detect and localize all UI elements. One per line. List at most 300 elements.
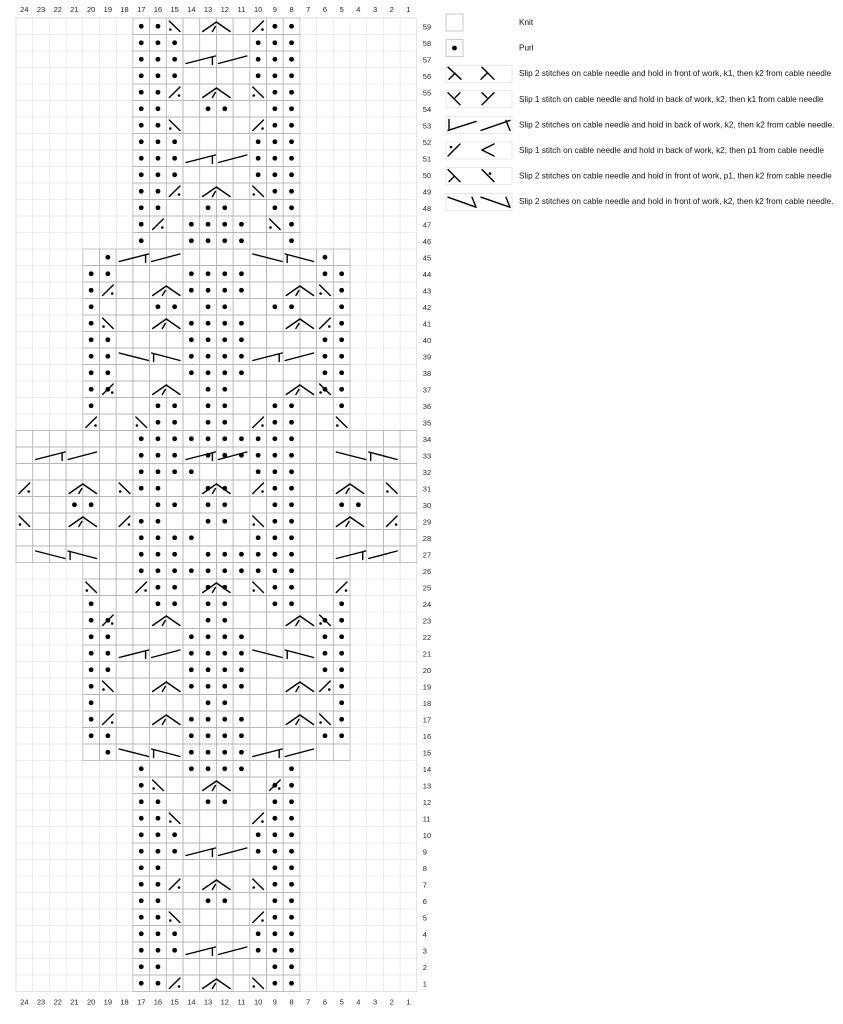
purl-dot: [189, 651, 194, 656]
purl-dot: [89, 354, 94, 359]
legend-dot: [489, 172, 492, 175]
stitch-number: 19: [103, 997, 113, 1007]
purl-dot: [222, 733, 227, 738]
row-number: 8: [422, 863, 427, 873]
stitch-number: 20: [86, 997, 96, 1007]
purl-dot: [239, 750, 244, 755]
stitch-number: 11: [237, 997, 246, 1007]
purl-dot: [272, 585, 277, 590]
purl-dot: [222, 420, 227, 425]
purl-dot: [139, 106, 144, 111]
purl-dot: [289, 222, 294, 227]
row-number: 6: [422, 896, 427, 906]
purl-dot: [189, 634, 194, 639]
purl-dot: [239, 634, 244, 639]
row-number: 57: [422, 55, 432, 65]
purl-dot: [289, 601, 294, 606]
cable-purl-dot: [253, 985, 256, 988]
purl-dot: [172, 453, 177, 458]
purl-dot: [139, 436, 144, 441]
row-number: 2: [422, 962, 427, 972]
row-number: 43: [422, 286, 432, 296]
purl-dot: [222, 898, 227, 903]
purl-dot: [272, 535, 277, 540]
purl-dot: [289, 304, 294, 309]
purl-dot: [289, 799, 294, 804]
purl-dot: [222, 568, 227, 573]
stitch-number: 5: [339, 997, 344, 1007]
stitch-number: 2: [389, 997, 394, 1007]
legend-item-c2-1-front-purl: [446, 168, 832, 185]
purl-dot: [256, 832, 261, 837]
purl-dot: [189, 238, 194, 243]
purl-dot: [339, 733, 344, 738]
purl-dot: [89, 651, 94, 656]
purl-dot: [272, 469, 277, 474]
purl-dot: [289, 123, 294, 128]
purl-dot: [105, 667, 110, 672]
purl-dot: [339, 337, 344, 342]
purl-dot: [172, 156, 177, 161]
purl-dot: [139, 552, 144, 557]
cable-purl-dot: [395, 523, 398, 526]
purl-dot: [256, 172, 261, 177]
purl-dot: [323, 634, 328, 639]
purl-dot: [289, 915, 294, 920]
purl-dot: [206, 502, 211, 507]
cable-purl-dot: [102, 688, 105, 691]
purl-dot: [272, 865, 277, 870]
row-number: 50: [422, 170, 432, 180]
purl-dot: [172, 304, 177, 309]
purl-dot: [156, 403, 161, 408]
purl-dot: [239, 238, 244, 243]
purl-dot: [89, 288, 94, 293]
purl-dot: [289, 469, 294, 474]
purl-dot: [89, 271, 94, 276]
legend-label: Slip 2 stitches on cable needle and hold in back of work, k2, then k2 from cable needle.: [519, 120, 835, 130]
purl-dot: [105, 354, 110, 359]
purl-dot: [222, 651, 227, 656]
purl-dot: [222, 519, 227, 524]
purl-dot: [222, 436, 227, 441]
purl-dot: [323, 255, 328, 260]
purl-dot: [189, 321, 194, 326]
purl-dot: [156, 40, 161, 45]
purl-dot: [89, 502, 94, 507]
purl-dot: [105, 750, 110, 755]
cable-purl-dot: [319, 622, 322, 625]
purl-dot: [289, 156, 294, 161]
legend-item-c2-2-front: [446, 193, 834, 210]
purl-dot: [272, 502, 277, 507]
purl-dot: [189, 436, 194, 441]
purl-dot: [156, 981, 161, 986]
purl-dot: [156, 799, 161, 804]
purl-dot: [206, 568, 211, 573]
purl-dot: [272, 205, 277, 210]
purl-dot: [256, 849, 261, 854]
purl-dot: [289, 816, 294, 821]
row-number: 48: [422, 203, 432, 213]
purl-dot: [239, 288, 244, 293]
purl-dot: [172, 568, 177, 573]
stitch-number: 22: [53, 997, 62, 1007]
purl-dot: [222, 618, 227, 623]
purl-dot: [222, 403, 227, 408]
purl-dot: [222, 667, 227, 672]
purl-dot: [206, 733, 211, 738]
purl-dot: [256, 568, 261, 573]
purl-dot: [222, 717, 227, 722]
purl-dot: [139, 981, 144, 986]
row-number: 35: [422, 418, 432, 428]
stitch-numbers-bottom: [20, 998, 410, 1007]
row-number: 38: [422, 368, 432, 378]
legend-swatch: [446, 142, 512, 159]
row-number: 52: [422, 137, 432, 147]
purl-dot: [272, 915, 277, 920]
purl-dot: [189, 354, 194, 359]
purl-dot: [172, 403, 177, 408]
purl-dot: [139, 931, 144, 936]
row-number: 45: [422, 253, 432, 263]
row-number: 36: [422, 401, 432, 411]
purl-dot: [156, 73, 161, 78]
purl-dot: [239, 684, 244, 689]
purl-dot: [222, 238, 227, 243]
cable-purl-dot: [278, 787, 281, 790]
purl-dot: [172, 57, 177, 62]
purl-dot: [172, 849, 177, 854]
purl-dot: [172, 552, 177, 557]
purl-dot: [289, 90, 294, 95]
row-number: 4: [422, 929, 427, 939]
purl-dot: [139, 57, 144, 62]
purl-dot: [272, 964, 277, 969]
cable-purl-dot: [319, 391, 322, 394]
stitch-number: 15: [170, 997, 179, 1007]
purl-dot: [272, 156, 277, 161]
purl-dot: [289, 24, 294, 29]
cable-purl-dot: [178, 985, 181, 988]
row-number: 42: [422, 302, 432, 312]
purl-dot: [339, 403, 344, 408]
row-number: 14: [422, 764, 432, 774]
purl-dot: [189, 568, 194, 573]
row-number: 23: [422, 616, 432, 626]
row-number: 27: [422, 550, 432, 560]
row-number: 7: [422, 880, 427, 890]
purl-dot: [139, 799, 144, 804]
purl-dot: [156, 898, 161, 903]
stitch-number: 3: [372, 5, 378, 14]
purl-dot: [206, 205, 211, 210]
legend-item-c1-2-back: [446, 91, 824, 108]
purl-dot: [139, 783, 144, 788]
cable-purl-dot: [169, 820, 172, 823]
cable-purl-dot: [128, 523, 131, 526]
purl-dot: [289, 882, 294, 887]
purl-dot: [172, 40, 177, 45]
purl-dot: [156, 832, 161, 837]
row-number: 19: [422, 682, 432, 692]
purl-dot: [272, 106, 277, 111]
purl-dot: [289, 106, 294, 111]
purl-dot: [156, 205, 161, 210]
legend-item-c1-2-back-purl: [446, 142, 824, 159]
purl-dot: [189, 717, 194, 722]
purl-dot: [139, 898, 144, 903]
purl-dot: [206, 766, 211, 771]
purl-dot: [139, 832, 144, 837]
row-number: 51: [422, 154, 432, 164]
cable-purl-dot: [253, 193, 256, 196]
purl-dot: [206, 387, 211, 392]
purl-dot: [239, 667, 244, 672]
row-number: 49: [422, 187, 432, 197]
purl-dot: [189, 535, 194, 540]
row-number: 44: [422, 269, 432, 279]
legend-label: Slip 2 stitches on cable needle and hold in front of work, k1, then k2 from cable needle: [519, 69, 832, 79]
cable-purl-dot: [386, 490, 389, 493]
stitch-number: 6: [322, 997, 328, 1007]
purl-dot: [89, 618, 94, 623]
purl-dot: [206, 354, 211, 359]
purl-dot: [272, 832, 277, 837]
purl-dot: [156, 931, 161, 936]
purl-dot: [189, 750, 194, 755]
purl-dot: [139, 453, 144, 458]
stitch-number: 6: [322, 5, 328, 14]
row-number: 15: [422, 748, 432, 758]
stitch-number: 7: [306, 997, 311, 1007]
purl-dot: [339, 684, 344, 689]
purl-dot: [256, 57, 261, 62]
purl-dot: [272, 139, 277, 144]
purl-dot: [105, 651, 110, 656]
stitch-number: 15: [170, 5, 179, 14]
purl-dot: [239, 337, 244, 342]
purl-dot: [89, 387, 94, 392]
purl-dot: [272, 73, 277, 78]
row-number: 5: [422, 913, 427, 923]
purl-dot: [206, 238, 211, 243]
row-number: 17: [422, 715, 432, 725]
purl-dot: [222, 222, 227, 227]
purl-dot: [105, 271, 110, 276]
stitch-number: 22: [53, 5, 62, 14]
purl-dot: [206, 222, 211, 227]
purl-dot: [206, 436, 211, 441]
purl-dot: [156, 535, 161, 540]
purl-dot: [189, 733, 194, 738]
purl-dot: [289, 948, 294, 953]
purl-dot: [89, 700, 94, 705]
cable-purl-dot: [261, 424, 264, 427]
stitch-number: 24: [20, 997, 29, 1007]
legend-label: Slip 1 stitch on cable needle and hold in back of work, k2, then p1 from cable needle: [519, 146, 824, 155]
purl-dot: [156, 57, 161, 62]
row-number: 26: [422, 566, 432, 576]
row-number: 25: [422, 583, 432, 593]
row-number: 1: [422, 979, 427, 989]
cable-purl-dot: [269, 226, 272, 229]
cable-purl-dot: [261, 490, 264, 493]
purl-dot: [222, 304, 227, 309]
purl-dot: [256, 156, 261, 161]
purl-dot: [156, 172, 161, 177]
purl-dot: [105, 733, 110, 738]
purl-dot: [339, 667, 344, 672]
purl-dot: [356, 502, 361, 507]
purl-dot: [239, 651, 244, 656]
purl-dot: [139, 865, 144, 870]
purl-dot: [272, 849, 277, 854]
cable-purl-dot: [161, 226, 164, 229]
purl-dot: [139, 139, 144, 144]
purl-dot: [156, 552, 161, 557]
purl-dot: [222, 337, 227, 342]
legend-label: Slip 1 stitch on cable needle and hold in back of work, k2, then k1 from cable needle: [519, 94, 824, 104]
purl-dot: [289, 238, 294, 243]
purl-dot: [272, 568, 277, 573]
purl-dot: [239, 321, 244, 326]
cable-purl-dot: [19, 523, 22, 526]
cable-purl-dot: [253, 94, 256, 97]
cable-purl-dot: [102, 325, 105, 328]
purl-dot: [206, 750, 211, 755]
stitch-number: 2: [389, 5, 394, 14]
purl-dot: [206, 271, 211, 276]
purl-dot: [189, 766, 194, 771]
stitch-number: 18: [120, 5, 129, 14]
stitch-number: 16: [153, 5, 163, 14]
purl-dot: [272, 304, 277, 309]
row-number: 13: [422, 781, 432, 791]
cable-purl-dot: [111, 292, 114, 295]
purl-dot: [272, 436, 277, 441]
purl-dot: [222, 288, 227, 293]
row-number: 29: [422, 517, 432, 527]
purl-dot: [105, 370, 110, 375]
purl-dot: [289, 73, 294, 78]
purl-dot: [139, 519, 144, 524]
purl-dot: [222, 700, 227, 705]
purl-dot: [156, 816, 161, 821]
purl-dot: [339, 321, 344, 326]
purl-dot: [206, 106, 211, 111]
purl-dot: [289, 552, 294, 557]
purl-dot: [289, 981, 294, 986]
stitch-number: 18: [120, 997, 129, 1007]
legend-label: Slip 2 stitches on cable needle and hold in front of work, k2, then k2 from cable needle.: [519, 197, 834, 207]
purl-dot: [272, 799, 277, 804]
purl-dot: [172, 601, 177, 606]
purl-dot: [206, 552, 211, 557]
purl-dot: [289, 783, 294, 788]
purl-dot: [89, 304, 94, 309]
purl-dot: [323, 354, 328, 359]
purl-dot: [239, 717, 244, 722]
row-number: 41: [422, 319, 432, 329]
row-number: 10: [422, 830, 432, 840]
row-number: 33: [422, 451, 432, 461]
purl-dot: [256, 73, 261, 78]
cable-purl-dot: [253, 886, 256, 889]
purl-dot: [156, 568, 161, 573]
purl-dot: [139, 766, 144, 771]
stitch-number: 8: [289, 5, 294, 14]
cable-purl-dot: [94, 424, 97, 427]
purl-dot: [156, 90, 161, 95]
purl-dot: [239, 271, 244, 276]
stitch-number: 4: [356, 5, 361, 14]
purl-dot: [256, 948, 261, 953]
cable-purl-dot: [261, 919, 264, 922]
cable-purl-dot: [169, 919, 172, 922]
purl-dot: [323, 370, 328, 375]
row-number: 58: [422, 38, 432, 48]
cable-purl-dot: [111, 622, 114, 625]
row-number: 31: [422, 484, 432, 494]
purl-dot: [339, 634, 344, 639]
cable-purl-dot: [111, 391, 114, 394]
purl-dot: [256, 139, 261, 144]
purl-dot: [139, 73, 144, 78]
purl-dot: [222, 321, 227, 326]
purl-dot: [452, 46, 457, 51]
purl-dot: [272, 453, 277, 458]
stitch-number: 21: [70, 997, 79, 1007]
purl-dot: [272, 981, 277, 986]
purl-dot: [139, 40, 144, 45]
purl-dot: [156, 156, 161, 161]
purl-dot: [256, 931, 261, 936]
purl-dot: [206, 667, 211, 672]
purl-dot: [339, 271, 344, 276]
purl-dot: [139, 535, 144, 540]
purl-dot: [289, 964, 294, 969]
purl-dot: [89, 667, 94, 672]
stitch-number: 19: [103, 5, 113, 14]
stitch-number: 3: [372, 997, 378, 1007]
purl-dot: [206, 403, 211, 408]
row-number: 11: [422, 814, 431, 824]
purl-dot: [289, 40, 294, 45]
purl-dot: [256, 552, 261, 557]
purl-dot: [139, 238, 144, 243]
cable-purl-dot: [253, 589, 256, 592]
stitch-number: 10: [253, 5, 263, 14]
purl-dot: [272, 552, 277, 557]
purl-dot: [289, 436, 294, 441]
purl-dot: [206, 370, 211, 375]
purl-dot: [156, 882, 161, 887]
purl-dot: [189, 667, 194, 672]
cable-purl-dot: [169, 127, 172, 130]
purl-dot: [339, 502, 344, 507]
purl-dot: [139, 156, 144, 161]
stitch-number: 8: [289, 997, 294, 1007]
cable-purl-dot: [253, 523, 256, 526]
purl-dot: [139, 189, 144, 194]
cable-purl-dot: [328, 325, 331, 328]
purl-dot: [323, 733, 328, 738]
stitch-number: 12: [220, 5, 229, 14]
row-number: 53: [422, 121, 432, 131]
stitch-number: 21: [70, 5, 79, 14]
